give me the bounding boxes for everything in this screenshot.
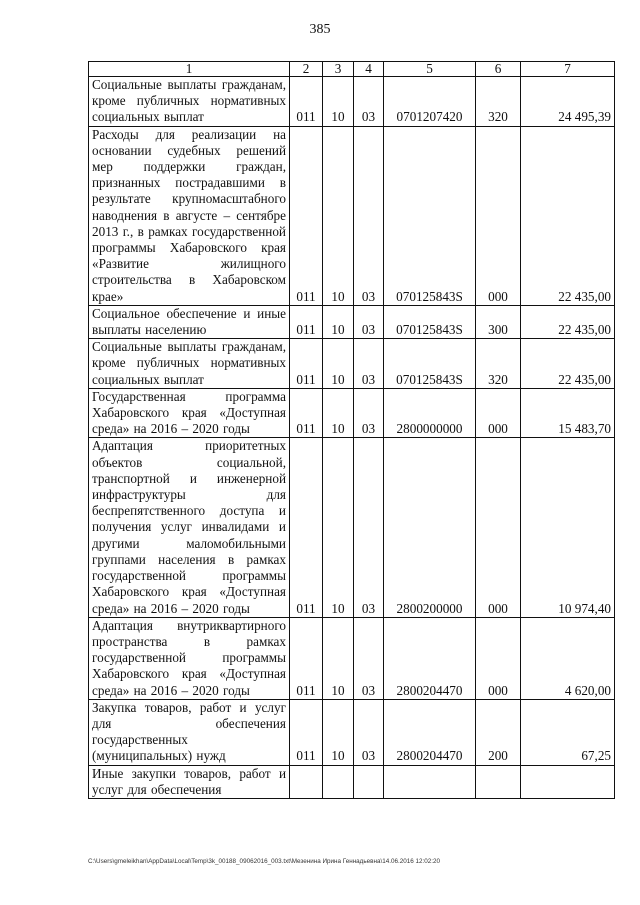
row-amount: 22 435,00 [521,126,615,305]
row-name: Социальное обеспечение и иные выплаты населению [89,305,290,338]
row-section-code: 10 [323,617,354,699]
table-row [89,388,615,438]
row-ministry-code: 011 [290,438,323,617]
row-expense-type: 200 [476,699,521,765]
row-expense-type: 300 [476,305,521,338]
table-row [89,765,615,798]
row-amount [521,765,615,798]
row-ministry-code: 011 [290,126,323,305]
row-section-code: 10 [323,126,354,305]
table-row [89,699,615,765]
table-row [89,438,615,617]
row-target-article: 070125843S [384,305,476,338]
row-expense-type: 320 [476,77,521,127]
row-expense-type [476,765,521,798]
table-row [89,305,615,338]
row-amount: 67,25 [521,699,615,765]
row-expense-type: 000 [476,388,521,438]
row-section-code: 10 [323,339,354,389]
row-name: Адаптация внутриквартирного пространства в рамках государственной программы Хабаровского края «Доступная среда» на 2016 – 2020 годы [89,617,290,699]
row-section-code: 10 [323,388,354,438]
row-target-article: 2800204470 [384,699,476,765]
row-section-code: 10 [323,438,354,617]
footer-file-path: C:\Users\gmeleikhan\AppData\Local\Temp\3k_00188_09062016_003.txt\Мезенина Ирина Геннадьевна\14.06.2016 12:02:20 [88,858,440,865]
row-ministry-code: 011 [290,305,323,338]
row-name: Иные закупки товаров, работ и услуг для обеспечения [89,765,290,798]
row-amount: 24 495,39 [521,77,615,127]
page-number: 385 [309,22,331,37]
row-subsection-code [354,765,384,798]
row-expense-type: 320 [476,339,521,389]
table-row [89,617,615,699]
table-row [89,77,615,127]
row-ministry-code: 011 [290,388,323,438]
column-header: 3 [323,62,354,77]
row-amount: 10 974,40 [521,438,615,617]
row-expense-type: 000 [476,617,521,699]
row-ministry-code: 011 [290,617,323,699]
row-target-article: 2800000000 [384,388,476,438]
row-subsection-code: 03 [354,126,384,305]
row-section-code: 10 [323,699,354,765]
column-header: 5 [384,62,476,77]
table-row [89,126,615,305]
row-name: Расходы для реализации на основании судебных решений мер поддержки граждан, признанных пострадавшими в результате крупномасштабного наводнения в августе – сентябре 2013 г., в рамках государственной программы Хабаровского края «Развитие жилищного строительства в Хабаровском крае» [89,126,290,305]
budget-table [88,61,615,799]
row-subsection-code: 03 [354,77,384,127]
row-section-code [323,765,354,798]
row-amount: 22 435,00 [521,339,615,389]
row-ministry-code: 011 [290,339,323,389]
row-subsection-code: 03 [354,617,384,699]
row-name: Закупка товаров, работ и услуг для обеспечения государственных (муниципальных) нужд [89,699,290,765]
row-subsection-code: 03 [354,305,384,338]
column-header: 7 [521,62,615,77]
table-row [89,339,615,389]
column-header: 2 [290,62,323,77]
row-section-code: 10 [323,305,354,338]
row-ministry-code [290,765,323,798]
row-target-article: 2800200000 [384,438,476,617]
row-subsection-code: 03 [354,438,384,617]
column-header: 4 [354,62,384,77]
row-section-code: 10 [323,77,354,127]
row-target-article: 070125843S [384,126,476,305]
row-subsection-code: 03 [354,699,384,765]
row-ministry-code: 011 [290,77,323,127]
row-subsection-code: 03 [354,388,384,438]
row-target-article: 2800204470 [384,617,476,699]
row-target-article: 070125843S [384,339,476,389]
row-expense-type: 000 [476,438,521,617]
row-target-article [384,765,476,798]
row-expense-type: 000 [476,126,521,305]
row-subsection-code: 03 [354,339,384,389]
column-header: 6 [476,62,521,77]
row-ministry-code: 011 [290,699,323,765]
row-name: Социальные выплаты гражданам, кроме публичных нормативных социальных выплат [89,339,290,389]
row-name: Адаптация приоритетных объектов социальной, транспортной и инженерной инфраструктуры для беспрепятственного доступа и получения услуг инвалидами и другими маломобильными группами населения в рамках государственной программы Хабаровского края «Доступная среда» на 2016 – 2020 годы [89,438,290,617]
table-header-row [89,62,615,77]
row-amount: 22 435,00 [521,305,615,338]
row-name: Государственная программа Хабаровского края «Доступная среда» на 2016 – 2020 годы [89,388,290,438]
row-name: Социальные выплаты гражданам, кроме публичных нормативных социальных выплат [89,77,290,127]
row-amount: 15 483,70 [521,388,615,438]
row-target-article: 0701207420 [384,77,476,127]
column-header: 1 [89,62,290,77]
row-amount: 4 620,00 [521,617,615,699]
